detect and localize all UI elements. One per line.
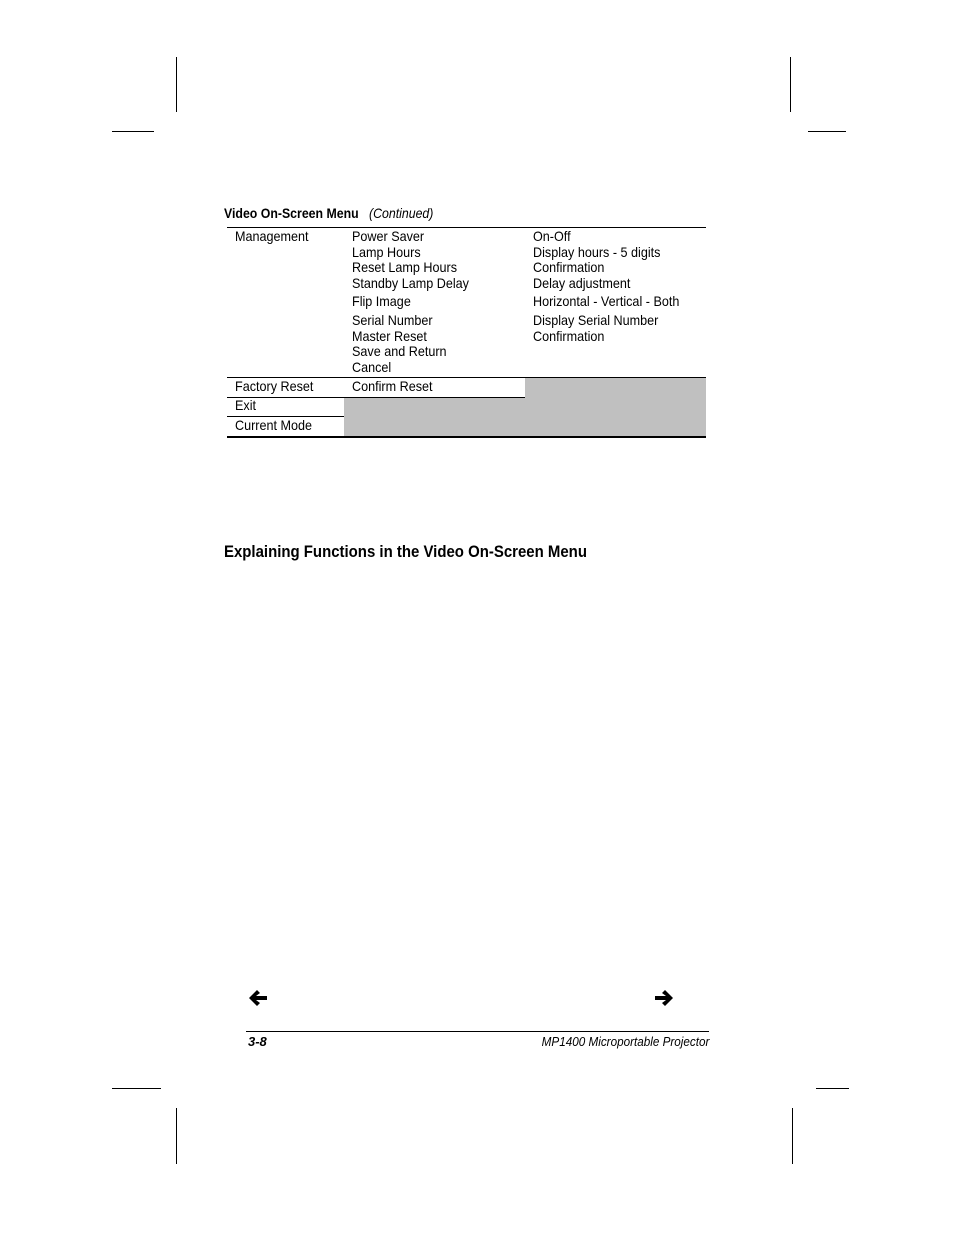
menu-item-reset-lamp-hours: Reset Lamp Hours bbox=[352, 259, 458, 276]
menu-item-standby-lamp-delay: Standby Lamp Delay bbox=[352, 274, 469, 291]
crop-mark bbox=[112, 131, 154, 132]
table-caption-title: Video On-Screen Menu bbox=[224, 205, 359, 221]
menu-table bbox=[227, 227, 706, 437]
menu-item-serial-number: Serial Number bbox=[352, 312, 433, 328]
crop-mark bbox=[792, 1108, 793, 1164]
empty-shaded-cell bbox=[344, 398, 525, 437]
crop-mark bbox=[176, 1108, 177, 1164]
menu-item-confirm-reset: Confirm Reset bbox=[352, 378, 433, 394]
section-heading: Explaining Functions in the Video On-Screen Menu bbox=[224, 542, 587, 561]
table-caption bbox=[224, 205, 434, 221]
document-title: MP1400 Microportable Projector bbox=[541, 1034, 709, 1049]
crop-mark bbox=[790, 57, 791, 112]
option-confirmation: Confirmation bbox=[533, 327, 605, 344]
menu-item-master-reset: Master Reset bbox=[352, 327, 427, 344]
option-on-off: On-Off bbox=[533, 228, 571, 244]
menu-item-lamp-hours: Lamp Hours bbox=[352, 243, 421, 260]
option-display-hours: Display hours - 5 digits bbox=[533, 243, 661, 260]
page-number: 3-8 bbox=[248, 1034, 267, 1049]
right-arrow-icon[interactable] bbox=[653, 988, 675, 1008]
empty-shaded-cell bbox=[525, 378, 706, 437]
menu-item-power-saver: Power Saver bbox=[352, 228, 425, 244]
table-caption-continued: (Continued) bbox=[369, 205, 434, 221]
crop-mark bbox=[112, 1088, 161, 1089]
option-confirmation: Confirmation bbox=[533, 259, 605, 276]
option-delay-adjustment: Delay adjustment bbox=[533, 274, 631, 291]
crop-mark bbox=[808, 131, 846, 132]
menu-item-cancel: Cancel bbox=[352, 358, 392, 375]
option-display-serial-number: Display Serial Number bbox=[533, 312, 659, 328]
crop-mark bbox=[176, 57, 177, 112]
row-label-management: Management bbox=[235, 228, 309, 244]
table-bottom-rule bbox=[227, 436, 706, 438]
crop-mark bbox=[816, 1088, 849, 1089]
menu-item-flip-image: Flip Image bbox=[352, 293, 411, 309]
row-label-exit: Exit bbox=[235, 397, 257, 413]
footer-rule bbox=[246, 1031, 709, 1032]
row-label-current-mode: Current Mode bbox=[235, 417, 313, 433]
left-arrow-icon[interactable] bbox=[247, 988, 269, 1008]
menu-item-save-and-return: Save and Return bbox=[352, 343, 447, 360]
table-row-rule bbox=[227, 397, 525, 398]
option-flip-directions: Horizontal - Vertical - Both bbox=[533, 293, 680, 309]
row-label-factory-reset: Factory Reset bbox=[235, 378, 314, 394]
